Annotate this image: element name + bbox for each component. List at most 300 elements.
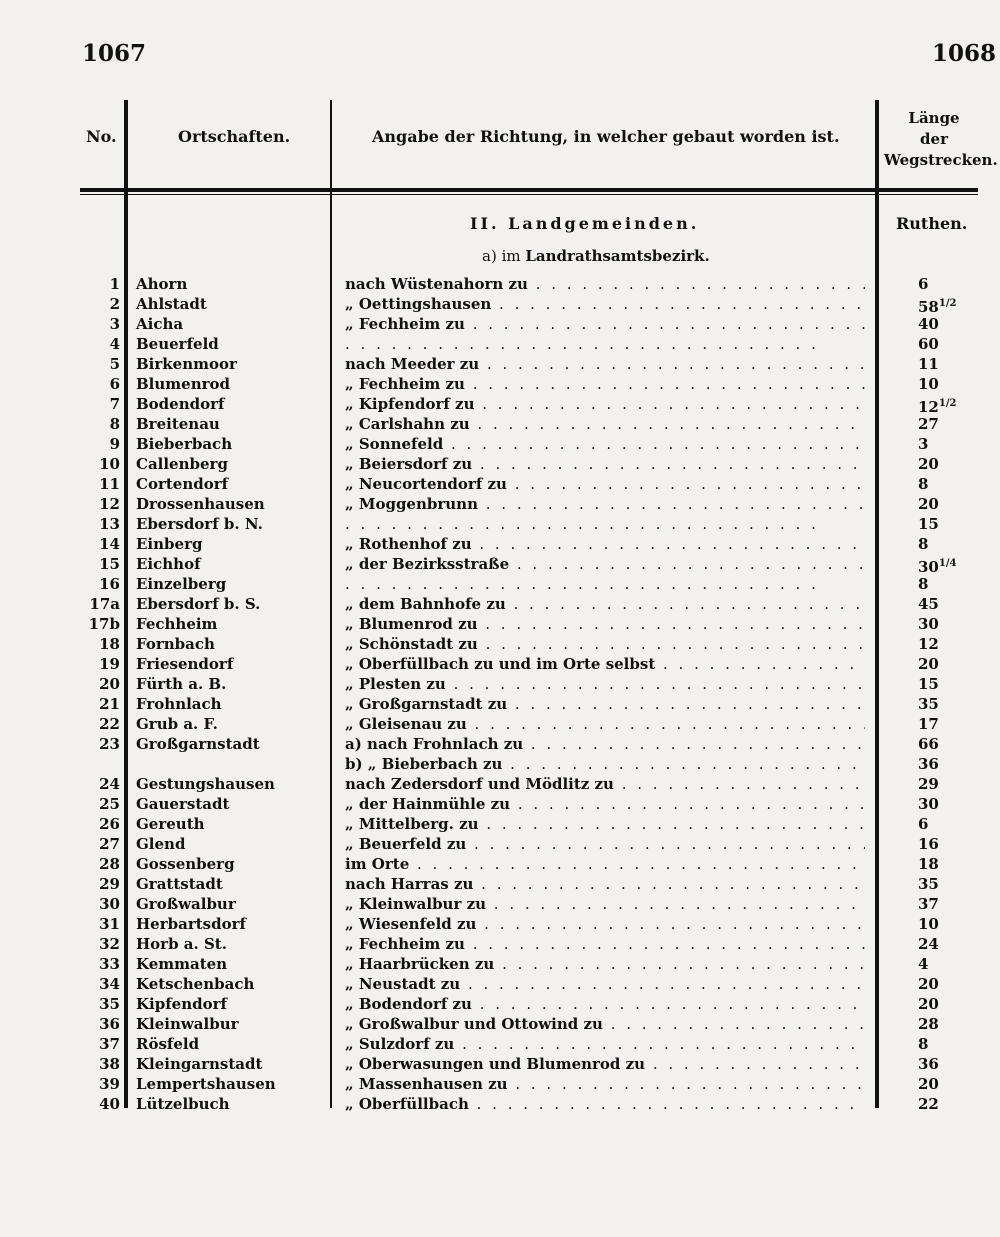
row-laenge [918,674,939,694]
row-richtung [345,834,865,854]
row-number: 10 [99,455,120,473]
table-row [0,274,1000,294]
column-header-no: No. [86,127,117,146]
row-laenge-value: 20 [918,655,939,673]
row-richtung-text: „ Neucortendorf zu [345,475,507,493]
row-richtung [345,954,865,974]
table-row [0,954,1000,974]
row-laenge [918,794,939,814]
row-richtung-text: „ dem Bahnhofe zu [345,595,506,613]
row-laenge [918,374,939,394]
row-laenge-value: 35 [918,695,939,713]
row-number: 18 [99,635,120,653]
table-row [0,394,1000,414]
row-laenge-value: 6 [918,275,929,293]
row-laenge-value: 35 [918,875,939,893]
row-laenge [918,514,939,534]
laenge-line-2: der [920,130,948,148]
row-laenge [918,714,939,734]
row-number: 20 [99,675,120,693]
row-laenge [918,594,939,614]
row-laenge [918,634,939,654]
row-ortschaft: Callenberg [136,455,228,473]
row-ortschaft: Glend [136,835,186,853]
row-richtung [345,654,865,674]
row-laenge [918,474,928,494]
row-laenge-value: 60 [918,335,939,353]
row-laenge-value: 22 [918,1095,939,1113]
row-number: 11 [99,475,120,493]
row-richtung-text: „ Fechheim zu [345,315,465,333]
row-richtung-text: „ Mittelberg. zu [345,815,479,833]
row-number: 7 [109,395,120,413]
row-ortschaft: Frohnlach [136,695,222,713]
row-richtung [345,294,865,314]
row-ortschaft: Breitenau [136,415,220,433]
row-number: 23 [99,735,120,753]
row-ortschaft: Kleingarnstadt [136,1055,263,1073]
row-richtung [345,334,865,354]
row-ortschaft: Herbartsdorf [136,915,246,933]
row-richtung-text: „ Fechheim zu [345,935,465,953]
row-number: 39 [99,1075,120,1093]
row-laenge-fraction: 1/4 [938,558,957,569]
row-richtung [345,594,865,614]
row-laenge [918,954,928,974]
row-ortschaft: Horb a. St. [136,935,227,953]
row-laenge-value: 66 [918,735,939,753]
row-number: 28 [99,855,120,873]
row-number: 31 [99,915,120,933]
row-ortschaft: Kipfendorf [136,995,227,1013]
row-number: 6 [109,375,120,393]
row-richtung [345,694,865,714]
column-header-ortschaften: Ortschaften. [178,127,291,146]
page-number-right: 1068 [932,40,997,67]
row-laenge [918,874,939,894]
row-richtung [345,414,865,434]
table-row [0,914,1000,934]
table-row [0,734,1000,754]
row-richtung-text: „ Plesten zu [345,675,446,693]
row-laenge [918,1014,939,1034]
row-number: 15 [99,555,120,573]
row-ortschaft: Grattstadt [136,875,223,893]
column-header-angabe: Angabe der Richtung, in welcher gebaut worden ist. [372,127,840,146]
row-ortschaft: Kleinwalbur [136,1015,239,1033]
column-header-laenge [884,108,998,171]
row-laenge-value: 8 [918,535,929,553]
row-number: 34 [99,975,120,993]
table-row [0,614,1000,634]
table-row [0,974,1000,994]
row-ortschaft: Fürth a. B. [136,675,227,693]
row-richtung [345,1094,865,1114]
page-number-left: 1067 [82,40,147,67]
row-ortschaft: Ebersdorf b. S. [136,595,261,613]
row-number: 26 [99,815,120,833]
table-row [0,794,1000,814]
row-richtung [345,934,865,954]
table-row [0,474,1000,494]
row-number: 25 [99,795,120,813]
row-richtung [345,394,865,414]
row-laenge [918,914,939,934]
row-laenge [918,834,939,854]
row-number: 29 [99,875,120,893]
row-number: 37 [99,1035,120,1053]
table-row [0,854,1000,874]
row-ortschaft: Ketschenbach [136,975,255,993]
row-laenge-value: 12 [918,635,939,653]
unit-label: Ruthen. [896,214,968,233]
row-laenge-value: 36 [918,755,939,773]
row-richtung-text: „ Oettingshausen [345,295,492,313]
row-richtung [345,814,865,834]
row-number: 22 [99,715,120,733]
row-richtung-text: „ Sulzdorf zu [345,1035,455,1053]
table-row [0,534,1000,554]
row-richtung-text: „ Blumenrod zu [345,615,478,633]
row-richtung-text: „ Großgarnstadt zu [345,695,508,713]
row-number: 24 [99,775,120,793]
row-number: 33 [99,955,120,973]
row-number: 12 [99,495,120,513]
row-richtung-text: „ Kipfendorf zu [345,395,475,413]
row-ortschaft: Ebersdorf b. N. [136,515,263,533]
row-ortschaft: Drossenhausen [136,495,265,513]
row-ortschaft: Eichhof [136,555,201,573]
row-laenge [918,1054,939,1074]
table-row [0,1054,1000,1074]
row-richtung-text: „ Haarbrücken zu [345,955,495,973]
row-ortschaft: Friesendorf [136,655,234,673]
row-richtung-text: „ Kleinwalbur zu [345,895,487,913]
row-laenge-value: 27 [918,415,939,433]
table-row [0,554,1000,574]
table-row [0,714,1000,734]
row-laenge-value: 20 [918,455,939,473]
row-laenge-value: 58 [918,298,939,316]
row-laenge-value: 36 [918,1055,939,1073]
row-ortschaft: Gestungshausen [136,775,275,793]
row-richtung-text: „ der Hainmühle zu [345,795,511,813]
row-richtung-text: „ Gleisenau zu [345,715,467,733]
row-laenge-value: 6 [918,815,929,833]
row-richtung [345,1034,865,1054]
table-row [0,574,1000,594]
row-laenge-value: 28 [918,1015,939,1033]
row-laenge [918,814,928,834]
row-richtung [345,574,865,594]
row-laenge [918,774,939,794]
table-row [0,434,1000,454]
row-richtung [345,714,865,734]
row-laenge [918,994,939,1014]
row-richtung [345,1074,865,1094]
row-ortschaft: Fechheim [136,615,218,633]
row-richtung-text: „ der Bezirksstraße [345,555,510,573]
row-laenge [918,654,939,674]
table-row [0,514,1000,534]
row-richtung [345,494,865,514]
row-richtung [345,674,865,694]
table-row [0,694,1000,714]
row-laenge [918,354,939,374]
row-richtung-text: „ Wiesenfeld zu [345,915,477,933]
row-richtung-text: „ Moggenbrunn [345,495,478,513]
row-number: 1 [109,275,120,293]
row-laenge-value: 30 [918,615,939,633]
laenge-line-3: Wegstrecken. [884,151,998,169]
row-laenge [918,434,928,454]
row-laenge-value: 24 [918,935,939,953]
row-laenge-fraction: 1/2 [938,398,957,409]
row-richtung [345,914,865,934]
row-ortschaft: Großgarnstadt [136,735,260,753]
row-number: 38 [99,1055,120,1073]
row-ortschaft: Einberg [136,535,203,553]
row-laenge-value: 8 [918,575,929,593]
row-laenge [918,694,939,714]
row-richtung [345,614,865,634]
row-richtung-text: „ Oberwasungen und Blumenrod zu [345,1055,646,1073]
row-richtung [345,974,865,994]
row-richtung-text: „ Rothenhof zu [345,535,472,553]
row-richtung [345,874,865,894]
row-richtung-text: „ Massenhausen zu [345,1075,508,1093]
table-row [0,894,1000,914]
row-laenge [918,574,928,594]
row-number: 32 [99,935,120,953]
row-laenge-value: 45 [918,595,939,613]
row-richtung-text: a) nach Frohnlach zu [345,735,524,753]
table-row [0,834,1000,854]
row-richtung-text: „ Oberfüllbach [345,1095,469,1113]
row-richtung [345,434,865,454]
row-number: 2 [109,295,120,313]
subsection-title [482,247,710,265]
row-laenge-value: 8 [918,1035,929,1053]
row-laenge [918,1074,939,1094]
table-row [0,314,1000,334]
row-laenge-value: 30 [918,558,939,576]
row-ortschaft: Einzelberg [136,575,227,593]
row-richtung [345,794,865,814]
row-number: 5 [109,355,120,373]
row-number: 40 [99,1095,120,1113]
table-row [0,1074,1000,1094]
row-number: 9 [109,435,120,453]
row-ortschaft: Grub a. F. [136,715,218,733]
row-ortschaft: Großwalbur [136,895,236,913]
row-laenge-value: 37 [918,895,939,913]
row-ortschaft: Birkenmoor [136,355,237,373]
table-row [0,294,1000,314]
table-row [0,374,1000,394]
row-ortschaft: Rösfeld [136,1035,200,1053]
row-laenge [918,534,928,554]
row-richtung [345,734,865,754]
row-richtung [345,774,865,794]
row-richtung [345,854,865,874]
row-number: 14 [99,535,120,553]
header-rule-thin [80,194,978,195]
row-richtung-text: im Orte [345,855,410,873]
row-ortschaft: Gereuth [136,815,205,833]
row-richtung [345,894,865,914]
row-number: 35 [99,995,120,1013]
row-ortschaft: Bodendorf [136,395,225,413]
table-row [0,934,1000,954]
row-richtung-text: b) „ Bieberbach zu [345,755,503,773]
row-laenge [918,1034,928,1054]
row-richtung-text: nach Harras zu [345,875,474,893]
row-laenge [918,454,939,474]
row-laenge-value: 16 [918,835,939,853]
row-laenge-value: 40 [918,315,939,333]
row-richtung-text: nach Zedersdorf und Mödlitz zu [345,775,614,793]
row-laenge-value: 18 [918,855,939,873]
row-laenge-value: 20 [918,495,939,513]
row-ortschaft: Kemmaten [136,955,228,973]
row-number: 27 [99,835,120,853]
row-number: 17a [89,595,120,613]
row-richtung [345,374,865,394]
table-row [0,654,1000,674]
header-rule [80,188,978,192]
table-row [0,1094,1000,1114]
row-laenge-value: 30 [918,795,939,813]
subsection-name: Landrathsamtsbezirk. [525,247,710,265]
row-richtung [345,1054,865,1074]
table-row [0,1014,1000,1034]
table-row [0,494,1000,514]
table-row [0,354,1000,374]
row-ortschaft: Fornbach [136,635,215,653]
table-row [0,814,1000,834]
laenge-line-1: Länge [908,109,960,127]
row-laenge-value: 11 [918,355,939,373]
row-laenge-value: 15 [918,515,939,533]
table-row [0,1034,1000,1054]
row-richtung [345,354,865,374]
row-richtung [345,994,865,1014]
row-richtung-text: „ Sonnefeld [345,435,444,453]
row-ortschaft: Lützelbuch [136,1095,230,1113]
row-richtung-text: „ Großwalbur und Ottowind zu [345,1015,603,1033]
row-ortschaft: Beuerfeld [136,335,219,353]
row-richtung [345,754,865,774]
table-row [0,634,1000,654]
row-laenge-value: 8 [918,475,929,493]
row-laenge [918,414,939,434]
row-number: 4 [109,335,120,353]
row-laenge [918,614,939,634]
row-number: 3 [109,315,120,333]
row-richtung [345,534,865,554]
row-richtung-text: „ Oberfüllbach zu und im Orte selbst [345,655,656,673]
row-laenge [918,974,939,994]
table-row [0,874,1000,894]
row-richtung-text: „ Neustadt zu [345,975,461,993]
row-richtung-text: „ Fechheim zu [345,375,465,393]
table-row [0,594,1000,614]
row-number: 30 [99,895,120,913]
row-laenge-value: 12 [918,398,939,416]
row-laenge [918,334,939,354]
table-row [0,334,1000,354]
row-ortschaft: Lempertshausen [136,1075,276,1093]
row-laenge-value: 29 [918,775,939,793]
row-laenge [918,934,939,954]
row-laenge [918,314,939,334]
row-laenge-value: 17 [918,715,939,733]
table-row [0,414,1000,434]
row-number: 36 [99,1015,120,1033]
row-laenge-value: 20 [918,1075,939,1093]
row-ortschaft: Cortendorf [136,475,229,493]
row-ortschaft: Blumenrod [136,375,230,393]
row-number: 21 [99,695,120,713]
table-row [0,674,1000,694]
row-laenge [918,494,939,514]
row-richtung [345,634,865,654]
row-number: 16 [99,575,120,593]
row-laenge-value: 4 [918,955,929,973]
row-richtung-text: „ Bodendorf zu [345,995,472,1013]
row-number: 19 [99,655,120,673]
table-row [0,754,1000,774]
row-ortschaft: Ahlstadt [136,295,207,313]
row-laenge-value: 20 [918,975,939,993]
data-table [0,274,1000,1114]
row-richtung-text: „ Beiersdorf zu [345,455,473,473]
row-ortschaft: Aicha [136,315,184,333]
row-number: 8 [109,415,120,433]
row-richtung-text: „ Carlshahn zu [345,415,470,433]
table-row [0,994,1000,1014]
row-laenge [918,274,928,294]
row-richtung-text: „ Beuerfeld zu [345,835,467,853]
row-ortschaft: Bieberbach [136,435,233,453]
row-richtung-text: „ Schönstadt zu [345,635,478,653]
row-laenge-fraction: 1/2 [938,298,957,309]
row-laenge-value: 3 [918,435,929,453]
row-richtung [345,274,865,294]
row-laenge-value: 20 [918,995,939,1013]
row-laenge-value: 10 [918,915,939,933]
row-richtung [345,474,865,494]
section-title: II. Landgemeinden. [470,214,700,233]
row-ortschaft: Ahorn [136,275,188,293]
row-laenge [918,894,939,914]
row-richtung [345,1014,865,1034]
table-row [0,774,1000,794]
row-laenge [918,854,939,874]
row-laenge [918,734,939,754]
row-laenge-value: 15 [918,675,939,693]
row-laenge-value: 10 [918,375,939,393]
row-laenge [918,1094,939,1114]
row-richtung [345,454,865,474]
row-richtung-text: nach Meeder zu [345,355,480,373]
row-laenge [918,754,939,774]
row-ortschaft: Gossenberg [136,855,235,873]
row-richtung-text: nach Wüstenahorn zu [345,275,528,293]
row-number: 17b [88,615,120,633]
row-richtung [345,314,865,334]
